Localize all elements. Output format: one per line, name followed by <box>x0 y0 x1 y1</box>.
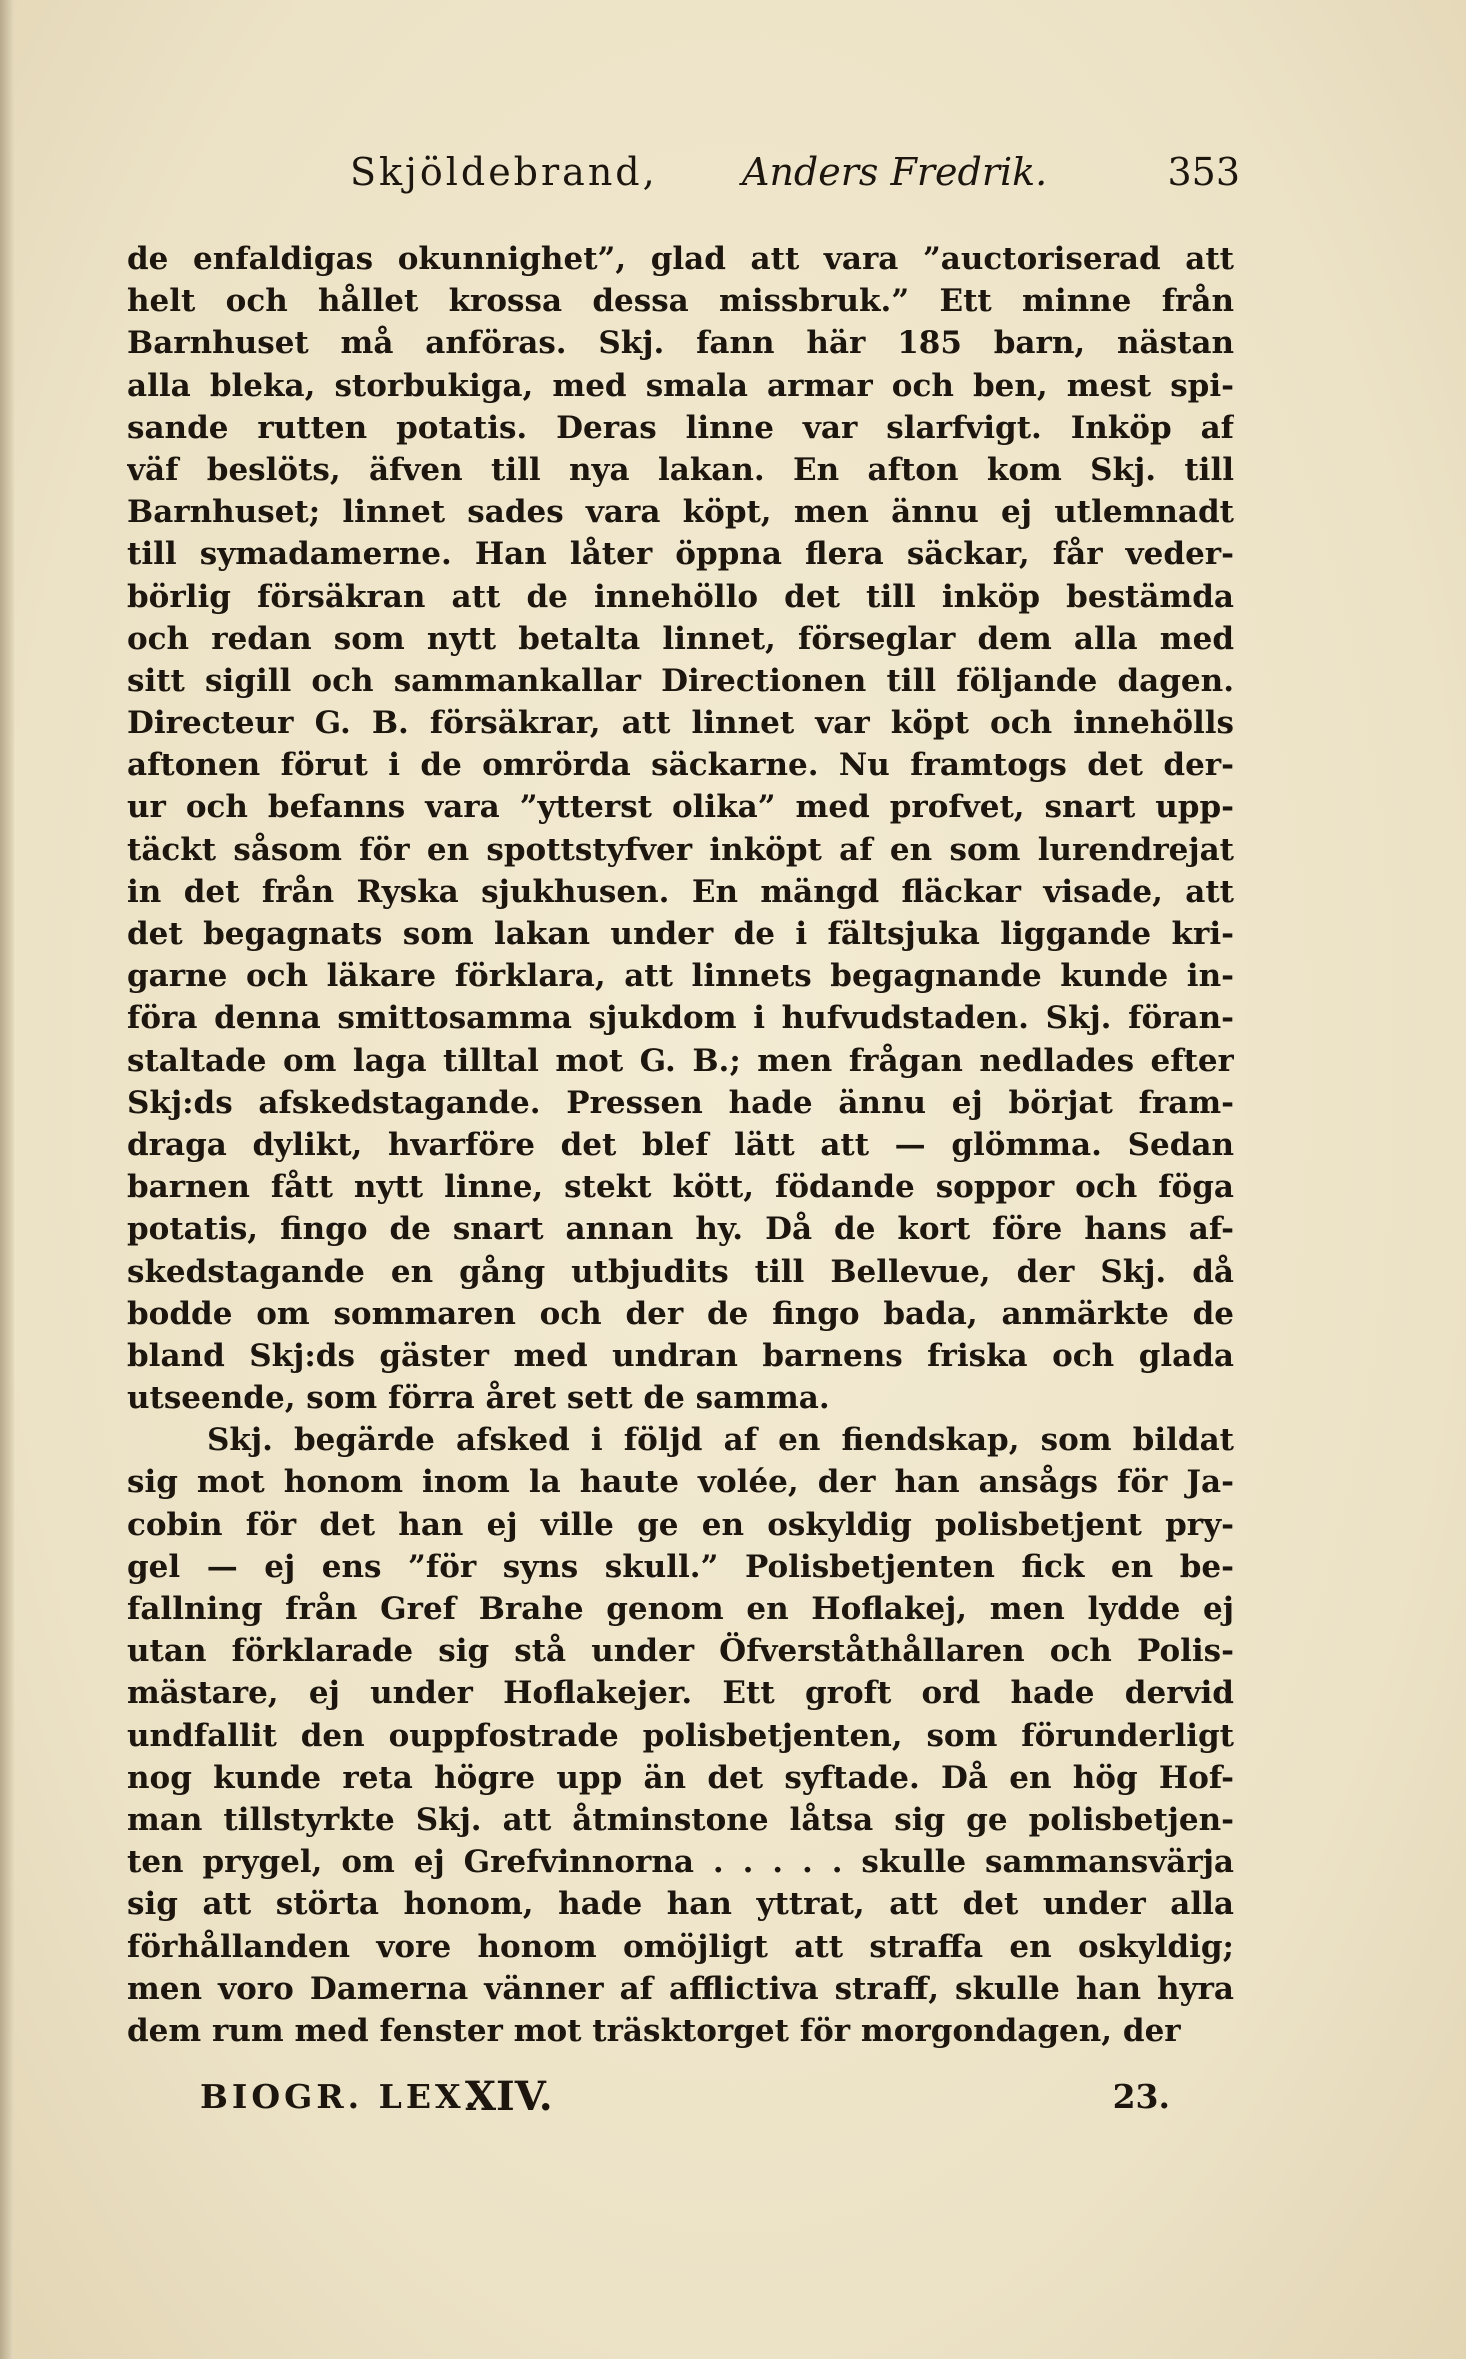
text-line: föra denna smittosamma sjukdom i hufvudstaden. Skj. föran- <box>127 1000 1234 1037</box>
text-line: sitt sigill och sammankallar Directionen till följande dagen. <box>127 662 1234 699</box>
text-line: skedstagande en gång utbjudits till Bellevue, der Skj. då <box>127 1253 1234 1290</box>
text-line: börlig försäkran att de innehöllo det till inköp bestämda <box>127 578 1234 615</box>
page-binding-edge <box>0 0 14 2359</box>
text-line: dem rum med fenster mot träsktorget för morgondagen, der <box>127 2012 1181 2049</box>
header-given-name: Anders Fredrik. <box>742 150 1048 194</box>
text-line: ten prygel, om ej Grefvinnorna . . . . . skulle sammansvärja <box>127 1844 1234 1881</box>
text-line: aftonen förut i de omrörda säckarne. Nu framtogs det der- <box>127 747 1234 784</box>
page-footer <box>200 2073 1170 2127</box>
running-header <box>350 150 1240 200</box>
text-line: helt och hållet krossa dessa missbruk.” Ett minne från <box>127 283 1234 320</box>
text-line: bodde om sommaren och der de fingo bada, anmärkte de <box>127 1295 1234 1332</box>
text-line: gel — ej ens ”för syns skull.” Polisbetjenten fick en be- <box>127 1548 1234 1585</box>
text-line: undfallit den ouppfostrade polisbetjenten, som förunderligt <box>127 1717 1234 1754</box>
text-line: men voro Damerna vänner af afflictiva straff, skulle han hyra <box>127 1970 1234 2007</box>
text-line: sande rutten potatis. Deras linne var slarfvigt. Inköp af <box>127 409 1234 446</box>
text-line: man tillstyrkte Skj. att åtminstone låtsa sig ge polisbetjen- <box>127 1801 1234 1838</box>
header-surname: Skjöldebrand, <box>350 150 658 194</box>
text-line: Skj:ds afskedstagande. Pressen hade ännu ej börjat fram- <box>127 1084 1234 1121</box>
text-line: utseende, som förra året sett de samma. <box>127 1380 830 1417</box>
text-line: fallning från Gref Brahe genom en Hoflakej, men lydde ej <box>127 1591 1234 1627</box>
page-number: 353 <box>1167 150 1240 194</box>
text-line: sig mot honom inom la haute volée, der han ansågs för Ja- <box>127 1464 1234 1501</box>
text-line: potatis, fingo de snart annan hy. Då de kort före hans af- <box>127 1211 1234 1248</box>
text-line: nog kunde reta högre upp än det syftade. Då en hög Hof- <box>127 1759 1234 1796</box>
text-line: Barnhuset må anföras. Skj. fann här 185 barn, nästan <box>127 325 1234 362</box>
body-text <box>127 238 1234 2052</box>
text-line: väf beslöts, äfven till nya lakan. En afton kom Skj. till <box>127 451 1234 488</box>
text-line: och redan som nytt betalta linnet, förseglar dem alla med <box>127 620 1234 657</box>
text-line: till symadamerne. Han låter öppna flera säckar, får veder- <box>127 536 1234 573</box>
text-line: mästare, ej under Hoflakejer. Ett groft ord hade dervid <box>127 1675 1234 1712</box>
footer-sheet-number: 23. <box>1112 2077 1170 2116</box>
text-line: Directeur G. B. försäkrar, att linnet var köpt och innehölls <box>127 705 1234 742</box>
text-line: förhållanden vore honom omöjligt att straffa en oskyldig; <box>127 1928 1234 1965</box>
text-line: det begagnats som lakan under de i fältsjuka liggande kri- <box>127 916 1234 952</box>
text-line: cobin för det han ej ville ge en oskyldig polisbetjent pry- <box>127 1506 1234 1543</box>
text-line: de enfaldigas okunnighet”, glad att vara ”auctoriserad att <box>127 241 1234 277</box>
text-line: Skj. begärde afsked i följd af en fiendskap, som bildat <box>207 1422 1234 1459</box>
text-line: sig att störta honom, hade han yttrat, att det under alla <box>127 1886 1234 1923</box>
text-line: ur och befanns vara ”ytterst olika” med profvet, snart upp- <box>127 789 1234 826</box>
text-line: bland Skj:ds gäster med undran barnens friska och glada <box>127 1337 1234 1374</box>
text-line: alla bleka, storbukiga, med smala armar och ben, mest spi- <box>127 367 1234 404</box>
text-line: in det från Ryska sjukhusen. En mängd fläckar visade, att <box>127 873 1234 910</box>
text-line: täckt såsom för en spottstyfver inköpt af en som lurendrejat <box>127 831 1234 868</box>
text-line: utan förklarade sig stå under Öfverståthållaren och Polis- <box>127 1633 1234 1670</box>
text-line: Barnhuset; linnet sades vara köpt, men ännu ej utlemnadt <box>127 494 1234 531</box>
text-line: staltade om laga tilltal mot G. B.; men frågan nedlades efter <box>127 1042 1234 1079</box>
text-line: garne och läkare förklara, att linnets begagnande kunde in- <box>127 958 1234 995</box>
footer-signature: BIOGR. LEX. <box>200 2077 481 2116</box>
text-line: barnen fått nytt linne, stekt kött, födande soppor och föga <box>127 1169 1234 1206</box>
text-line: draga dylikt, hvarföre det blef lätt att — glömma. Sedan <box>127 1126 1234 1163</box>
footer-volume: XIV. <box>465 2073 553 2120</box>
